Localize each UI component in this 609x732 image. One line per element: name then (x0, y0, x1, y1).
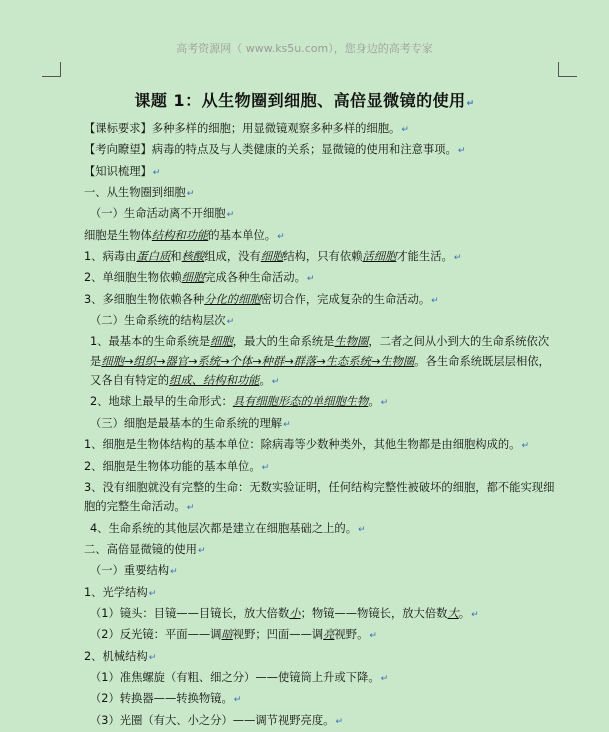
list-item: 1、病毒由蛋白质和核酸组成，没有细胞结构，只有依赖活细胞才能生活。↵ (84, 250, 462, 264)
list-item: （1）准焦螺旋（有粗、细之分）——使镜筒上升或下降。↵ (90, 670, 389, 684)
section-heading: 一、从生物圈到细胞↵ (84, 186, 195, 200)
list-item: （1）镜头：目镜——目镜长，放大倍数小；物镜——物镜长，放大倍数大。↵ (90, 606, 479, 620)
list-item: 3、多细胞生物依赖各种分化的细胞密切合作，完成复杂的生命活动。↵ (84, 292, 439, 306)
knowledge-heading: 【知识梳理】↵ (84, 164, 161, 178)
list-item: （2）反光镜：平面——调暗视野；凹面——调亮视野。↵ (90, 628, 377, 642)
margin-corner-right (558, 62, 577, 77)
list-item: 2、机械结构↵ (84, 649, 157, 663)
list-item: （3）光圈（有大、小之分）——调节视野亮度。↵ (90, 713, 343, 727)
document-body (84, 119, 559, 732)
paragraph: 细胞是生物体结构和功能的基本单位。↵ (84, 228, 285, 242)
course-requirement: 【课标要求】多种多样的细胞；用显微镜观察多种多样的细胞。↵ (84, 122, 409, 135)
page-header: 高考资源网（ www.ks5u.com），您身边的高考专家 (176, 42, 433, 55)
list-item: 3、没有细胞就没有完整的生命：无数实验证明，任何结构完整性被破坏的细胞，都不能实现细胞的完整生命活动。↵ (84, 480, 555, 514)
list-item: （2）转换器——转换物镜。↵ (90, 692, 242, 706)
document-title: 课题 1：从生物圈到细胞、高倍显微镜的使用↵ (134, 91, 475, 110)
margin-corner-left (42, 62, 61, 77)
list-item: 2、地球上最早的生命形式：具有细胞形态的单细胞生物。↵ (90, 395, 389, 409)
list-item: 2、细胞是生物体功能的基本单位。↵ (84, 459, 270, 473)
list-item: 2、单细胞生物依赖细胞完成各种生命活动。↵ (84, 271, 315, 285)
subsection-heading: （一）生命活动离不开细胞↵ (90, 207, 235, 221)
list-item: 4、生命系统的其他层次都是建立在细胞基础之上的。↵ (90, 521, 366, 535)
subsection-heading: （一）重要结构↵ (90, 564, 178, 578)
list-item: 1、光学结构↵ (84, 585, 157, 599)
list-item: 1、细胞是生物体结构的基本单位：除病毒等少数种类外，其他生物都是由细胞构成的。↵ (84, 438, 530, 452)
section-heading: 二、高倍显微镜的使用↵ (84, 542, 206, 556)
list-item: 1、最基本的生命系统是细胞，最大的生命系统是生物圈，二者之间从小到大的生命系统依次是细胞→组织→器官→系统→个体→种群→群落→生态系统→生物圈。各生命系统既层层相依，又各自有特定的组成、结构和功能。↵ (90, 335, 550, 388)
subsection-heading: （二）生命系统的结构层次↵ (90, 314, 235, 328)
exam-outlook: 【考向瞭望】病毒的特点及与人类健康的关系；显微镜的使用和注意事项。↵ (84, 143, 466, 157)
subsection-heading: （三）细胞是最基本的生命系统的理解↵ (90, 416, 291, 430)
